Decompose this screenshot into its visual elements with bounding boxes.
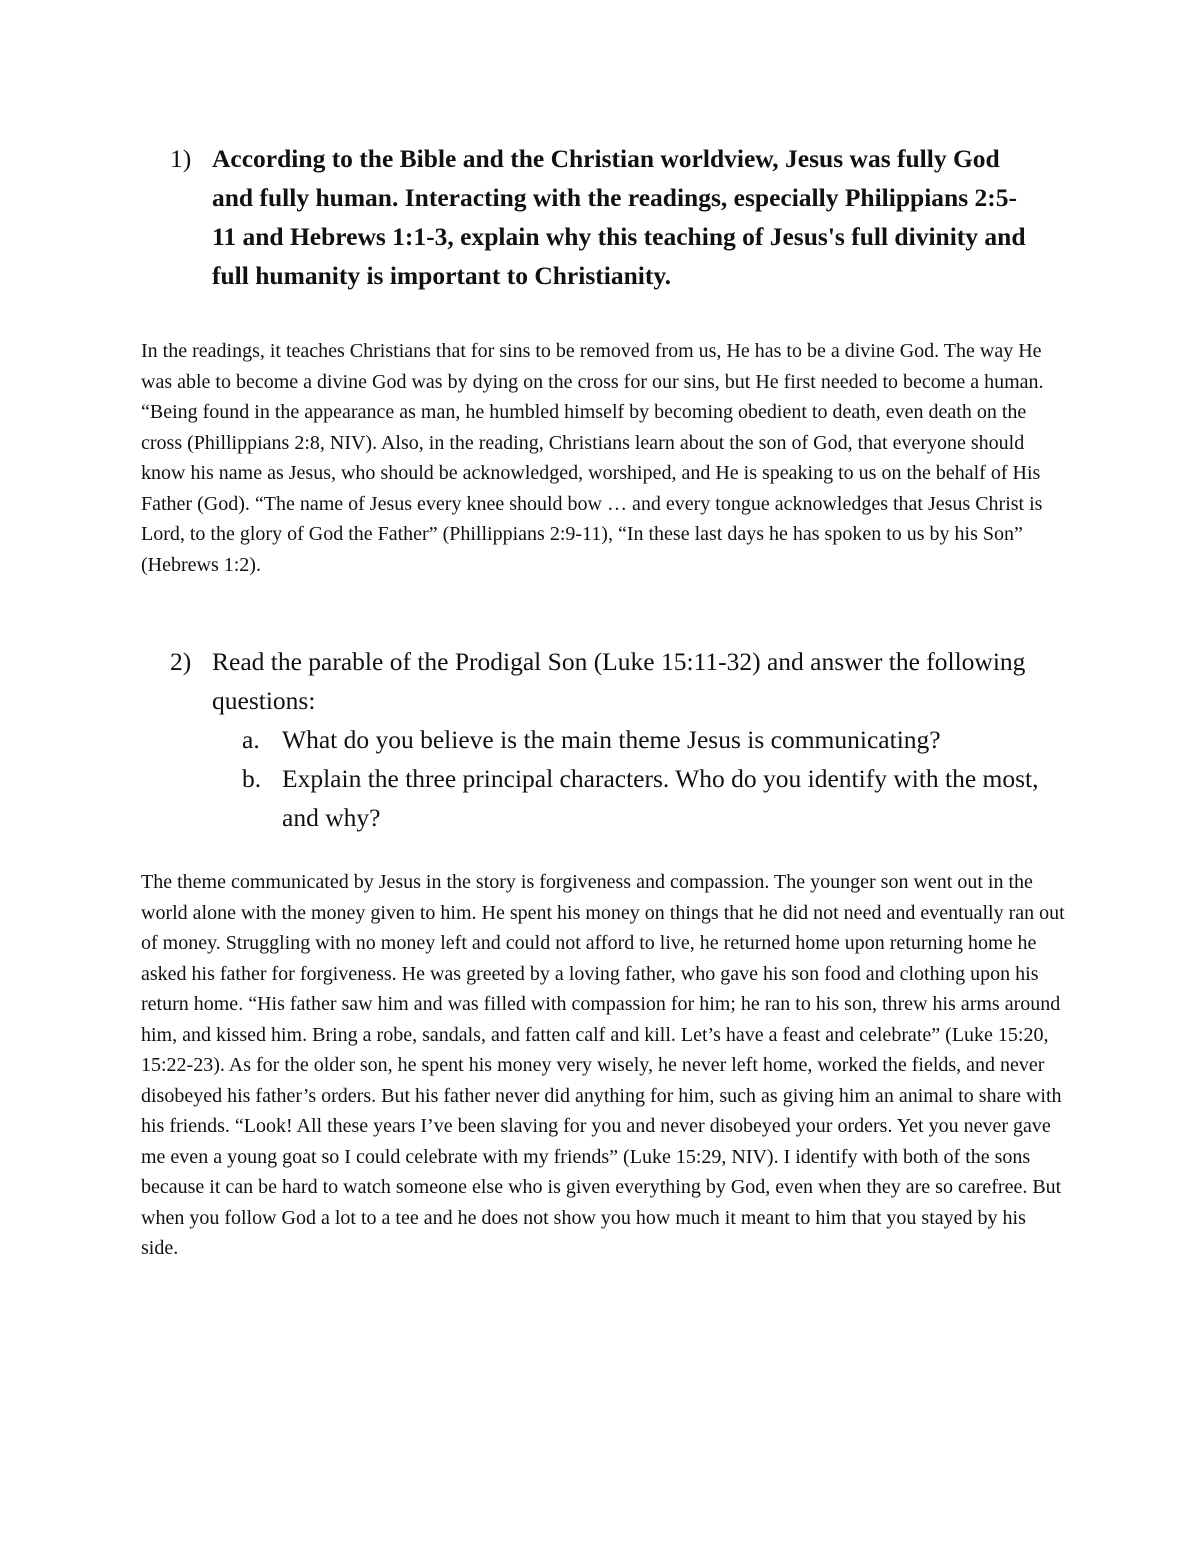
- subquestion-b-text: Explain the three principal characters. Who do you identify with the most, and why?: [282, 764, 1039, 832]
- subquestion-a: [242, 720, 1040, 759]
- answer-2-paragraph: The theme communicated by Jesus in the story is forgiveness and compassion. The younger son went out in the world alone with the money given to him. He spent his money on things that he did not need and eventually ran out of money. Struggling with no money left and could not afford to live, he returned home upon returning home he asked his father for forgiveness. He was greeted by a loving father, who gave his son food and clothing upon his return home. “His father saw him and was filled with compassion for him; he ran to his son, threw his arms around him, and kissed him. Bring a robe, sandals, and fatten calf and kill. Let’s have a feast and celebrate” (Luke 15:20, 15:22-23). As for the older son, he spent his money very wisely, he never left home, worked the fields, and never disobeyed his father’s orders. But his father never did anything for him, such as giving him an animal to share with his friends. “Look! All these years I’ve been slaving for you and never disobeyed your orders. Yet you never gave me even a young goat so I could celebrate with my friends” (Luke 15:29, NIV). I identify with both of the sons because it can be hard to watch someone else who is given everything by God, even when they are so carefree. But when you follow God a lot to a tee and he does not show you how much it meant to him that you stayed by his side.: [141, 871, 1065, 1259]
- subquestion-a-marker: a.: [242, 725, 260, 754]
- question-1-row: [170, 139, 1040, 295]
- subquestion-b-marker: b.: [242, 764, 262, 793]
- subquestion-b: [242, 759, 1040, 837]
- question-2-number: 2): [170, 647, 192, 676]
- answer-1-paragraph: In the readings, it teaches Christians that for sins to be removed from us, He has to be a divine God. The way He was able to become a divine God was by dying on the cross for our sins, but He first needed to become a human. “Being found in the appearance as man, he humbled himself by becoming obedient to death, even death on the cross (Phillippians 2:8, NIV). Also, in the reading, Christians learn about the son of God, that everyone should know his name as Jesus, who should be acknowledged, worshiped, and He is speaking to us on the behalf of His Father (God). “The name of Jesus every knee should bow … and every tongue acknowledges that Jesus Christ is Lord, to the glory of God the Father” (Phillippians 2:9-11), “In these last days he has spoken to us by his Son” (Hebrews 1:2).: [141, 340, 1044, 576]
- question-2: [170, 642, 1040, 837]
- question-1: [170, 139, 1040, 295]
- question-1-text: According to the Bible and the Christian worldview, Jesus was fully God and fully human. Interacting with the readings, especially Philippians 2:5-11 and Hebrews 1:1-3, explain why this teaching of Jesus's full divinity and full humanity is important to Christianity.: [212, 144, 1026, 290]
- question-2-text: Read the parable of the Prodigal Son (Luke 15:11-32) and answer the following questions:: [212, 647, 1026, 715]
- question-2-row: [170, 642, 1040, 720]
- question-2-subquestions: [242, 720, 1040, 837]
- subquestion-a-text: What do you believe is the main theme Jesus is communicating?: [282, 725, 941, 754]
- question-1-number: 1): [170, 144, 192, 173]
